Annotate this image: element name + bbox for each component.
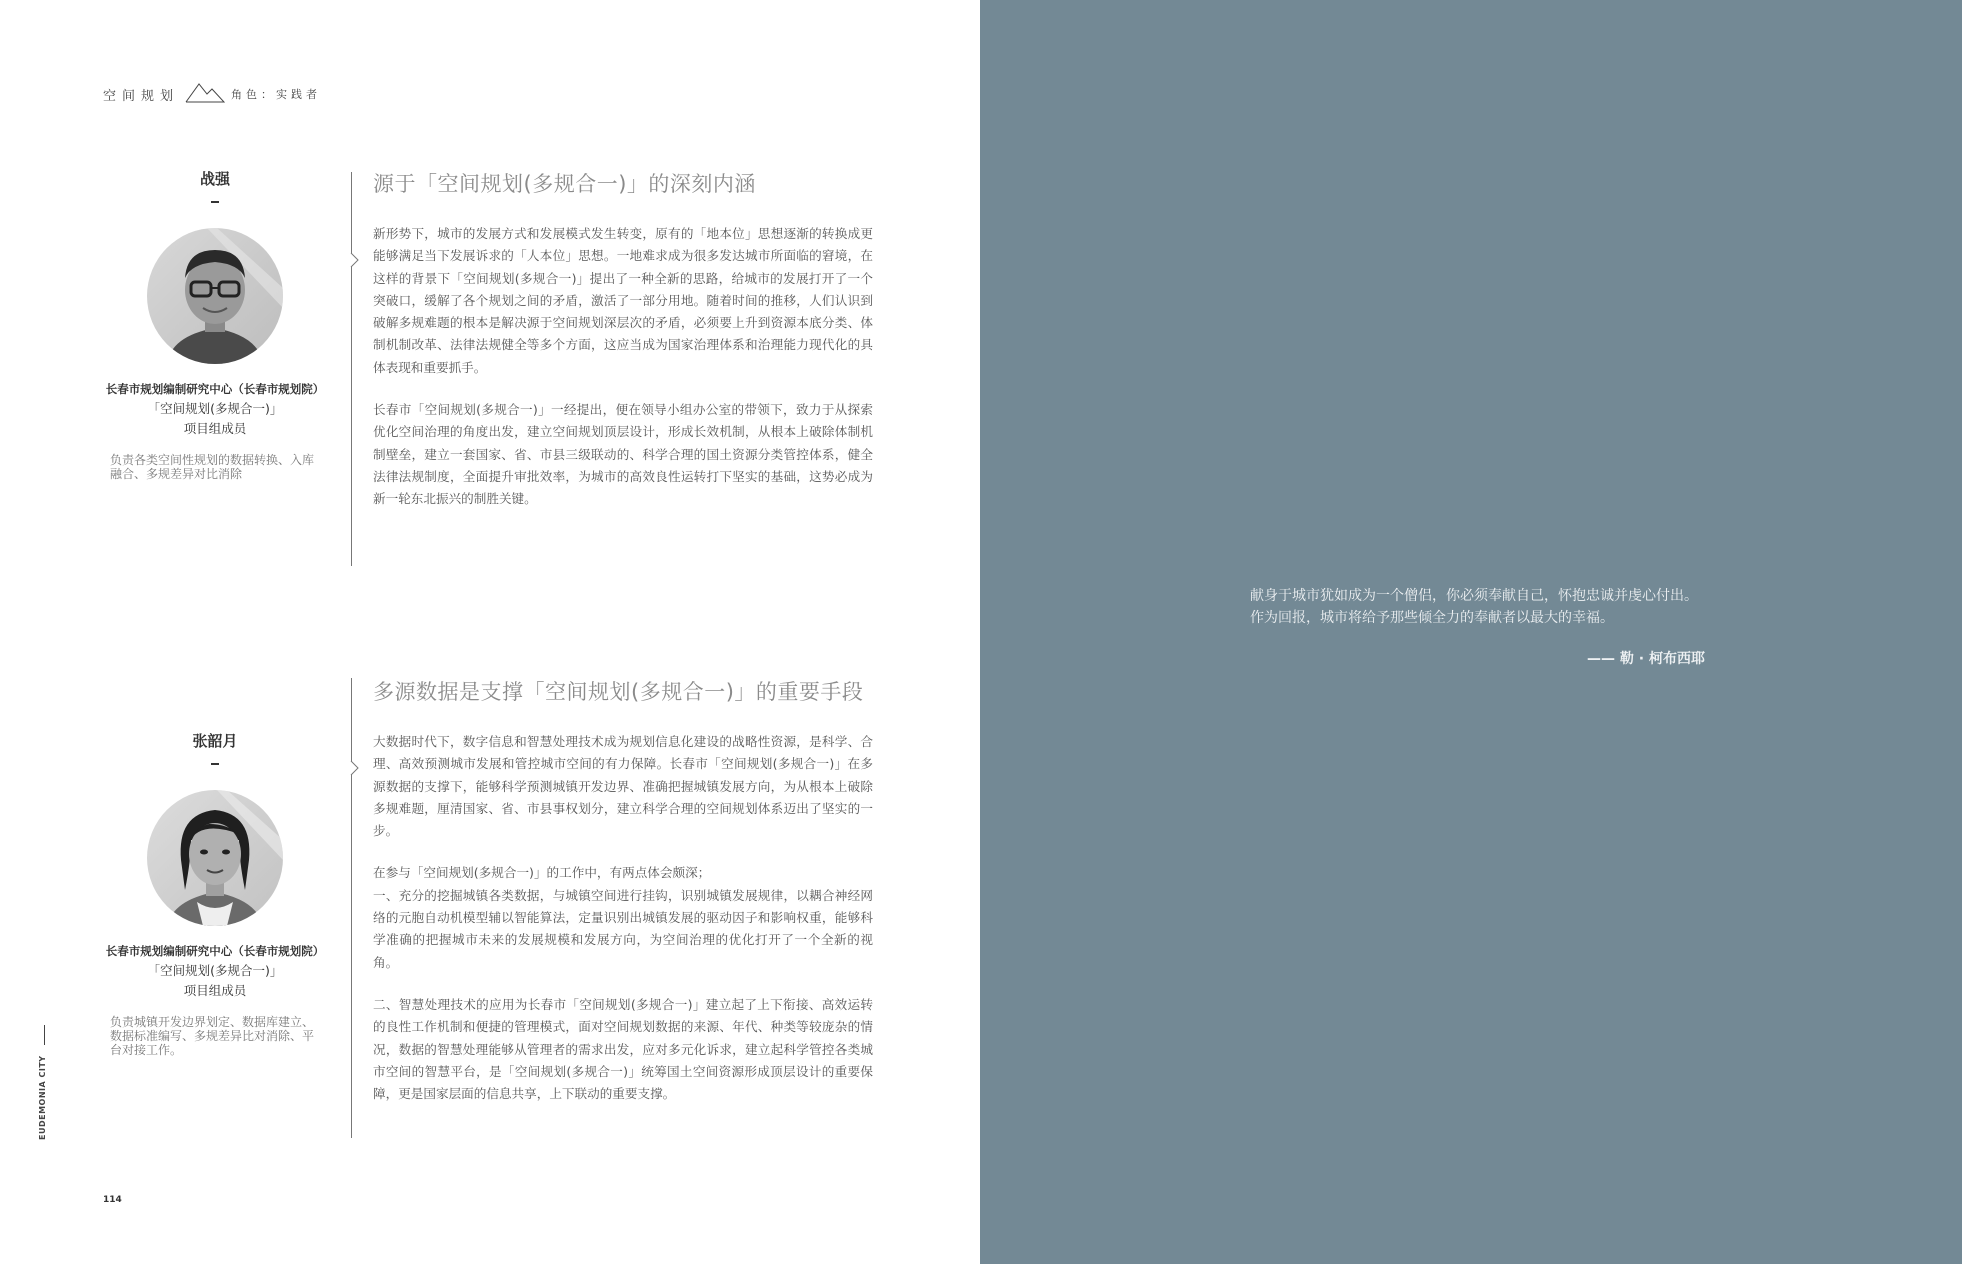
- person-card: [100, 730, 330, 1057]
- person-name: 张韶月: [192, 732, 238, 750]
- article-paragraph: 二、智慧处理技术的应用为长春市「空间规划(多规合一)」建立起了上下衔接、高效运转的良性工作机制和便捷的管理模式，面对空间规划数据的来源、年代、种类等较庞杂的情况，数据的智慧处理能够从管理者的需求出发，应对多元化诉求，建立起科学管控各类城市空间的智慧平台，是「空间规划(多规合一)」统筹国土空间资源形成顶层设计的重要保障，更是国家层面的信息共享，上下联动的重要支撑。: [373, 996, 873, 1102]
- avatar: [147, 790, 283, 926]
- vertical-divider: [351, 172, 352, 566]
- article-2: [373, 676, 873, 1105]
- article-paragraph: 在参与「空间规划(多规合一)」的工作中，有两点体会颇深； 一、充分的挖掘城镇各类数据，与城镇空间进行挂钩，识别城镇发展规律，以耦合神经网络的元胞自动机模型辅以智能算法，定量识别出城镇发展的驱动因子和影响权重，能够科学准确的把握城市未来的发展规模和发展方向，为空间治理的优化打开了一个全新的视角。: [373, 865, 873, 970]
- section-title: 空间规划: [103, 88, 180, 104]
- person-duty: 负责城镇开发边界划定、数据库建立、数据标准编写、多规差异比对消除、平台对接工作。: [110, 1015, 315, 1057]
- role-label: 角色：实践者: [231, 88, 322, 101]
- person-project: 「空间规划(多规合一)」: [147, 401, 283, 416]
- avatar: [147, 228, 283, 364]
- left-page: [0, 0, 980, 1264]
- divider: [211, 201, 219, 203]
- person-organization: 长春市规划编制研究中心（长春市规划院）: [105, 944, 325, 958]
- brand-label: EUDEMONIA CITY: [38, 1055, 47, 1140]
- side-divider: [44, 1025, 45, 1045]
- person-duty: 负责各类空间性规划的数据转换、入库融合、多规差异对比消除: [110, 453, 315, 481]
- quote-text: 献身于城市犹如成为一个僧侣，你必须奉献自己，怀抱忠诚并虔心付出。作为回报，城市将给予那些倾全力的奉献者以最大的幸福。: [1250, 588, 1698, 626]
- person-organization: 长春市规划编制研究中心（长春市规划院）: [105, 382, 325, 396]
- person-role: 项目组成员: [183, 421, 247, 436]
- chevron-right-icon: [350, 760, 359, 776]
- person-role: 项目组成员: [183, 983, 247, 998]
- quote-block: [1250, 585, 1705, 668]
- article-title: 多源数据是支撑「空间规划(多规合一)」的重要手段: [373, 680, 864, 704]
- mountain-icon: [185, 81, 225, 107]
- chevron-right-icon: [350, 252, 359, 268]
- vertical-divider: [351, 678, 352, 1138]
- article-paragraph: 新形势下，城市的发展方式和发展模式发生转变，原有的「地本位」思想逐渐的转换成更能够满足当下发展诉求的「人本位」思想。一地难求成为很多发达城市所面临的窘境，在这样的背景下「空间规划(多规合一)」提出了一种全新的思路，给城市的发展打开了一个突破口，缓解了各个规划之间的矛盾，激活了一部分用地。随着时间的推移，人们认识到破解多规难题的根本是解决源于空间规划深层次的矛盾，必须要上升到资源本底分类、体制机制改革、法律法规健全等多个方面，这应当成为国家治理体系和治理能力现代化的具体表现和重要抓手。: [373, 226, 873, 375]
- person-project: 「空间规划(多规合一)」: [147, 963, 283, 978]
- article-paragraph: 大数据时代下，数字信息和智慧处理技术成为规划信息化建设的战略性资源，是科学、合理、高效预测城市发展和管控城市空间的有力保障。长春市「空间规划(多规合一)」在多源数据的支撑下，能够科学预测城镇开发边界、准确把握城镇发展方向，为从根本上破除多规难题，厘清国家、省、市县事权划分，建立科学合理的空间规划体系迈出了坚实的一步。: [373, 734, 873, 839]
- person-card: [100, 168, 330, 481]
- page-number: 114: [103, 1195, 122, 1205]
- person-name: 战强: [199, 170, 230, 188]
- article-1: [373, 168, 873, 511]
- page-header: [103, 82, 321, 106]
- divider: [211, 763, 219, 765]
- quote-author: —— 勒 · 柯布西耶: [1587, 651, 1705, 667]
- article-paragraph: 长春市「空间规划(多规合一)」一经提出，便在领导小组办公室的带领下，致力于从探索优化空间治理的角度出发，建立空间规划顶层设计，形成长效机制，从根本上破除体制机制壁垒，建立一套国家、省、市县三级联动的、科学合理的国土资源分类管控体系，健全法律法规制度，全面提升审批效率，为城市的高效良性运转打下坚实的基础，这势必成为新一轮东北振兴的制胜关键。: [373, 402, 873, 507]
- article-title: 源于「空间规划(多规合一)」的深刻内涵: [373, 172, 756, 196]
